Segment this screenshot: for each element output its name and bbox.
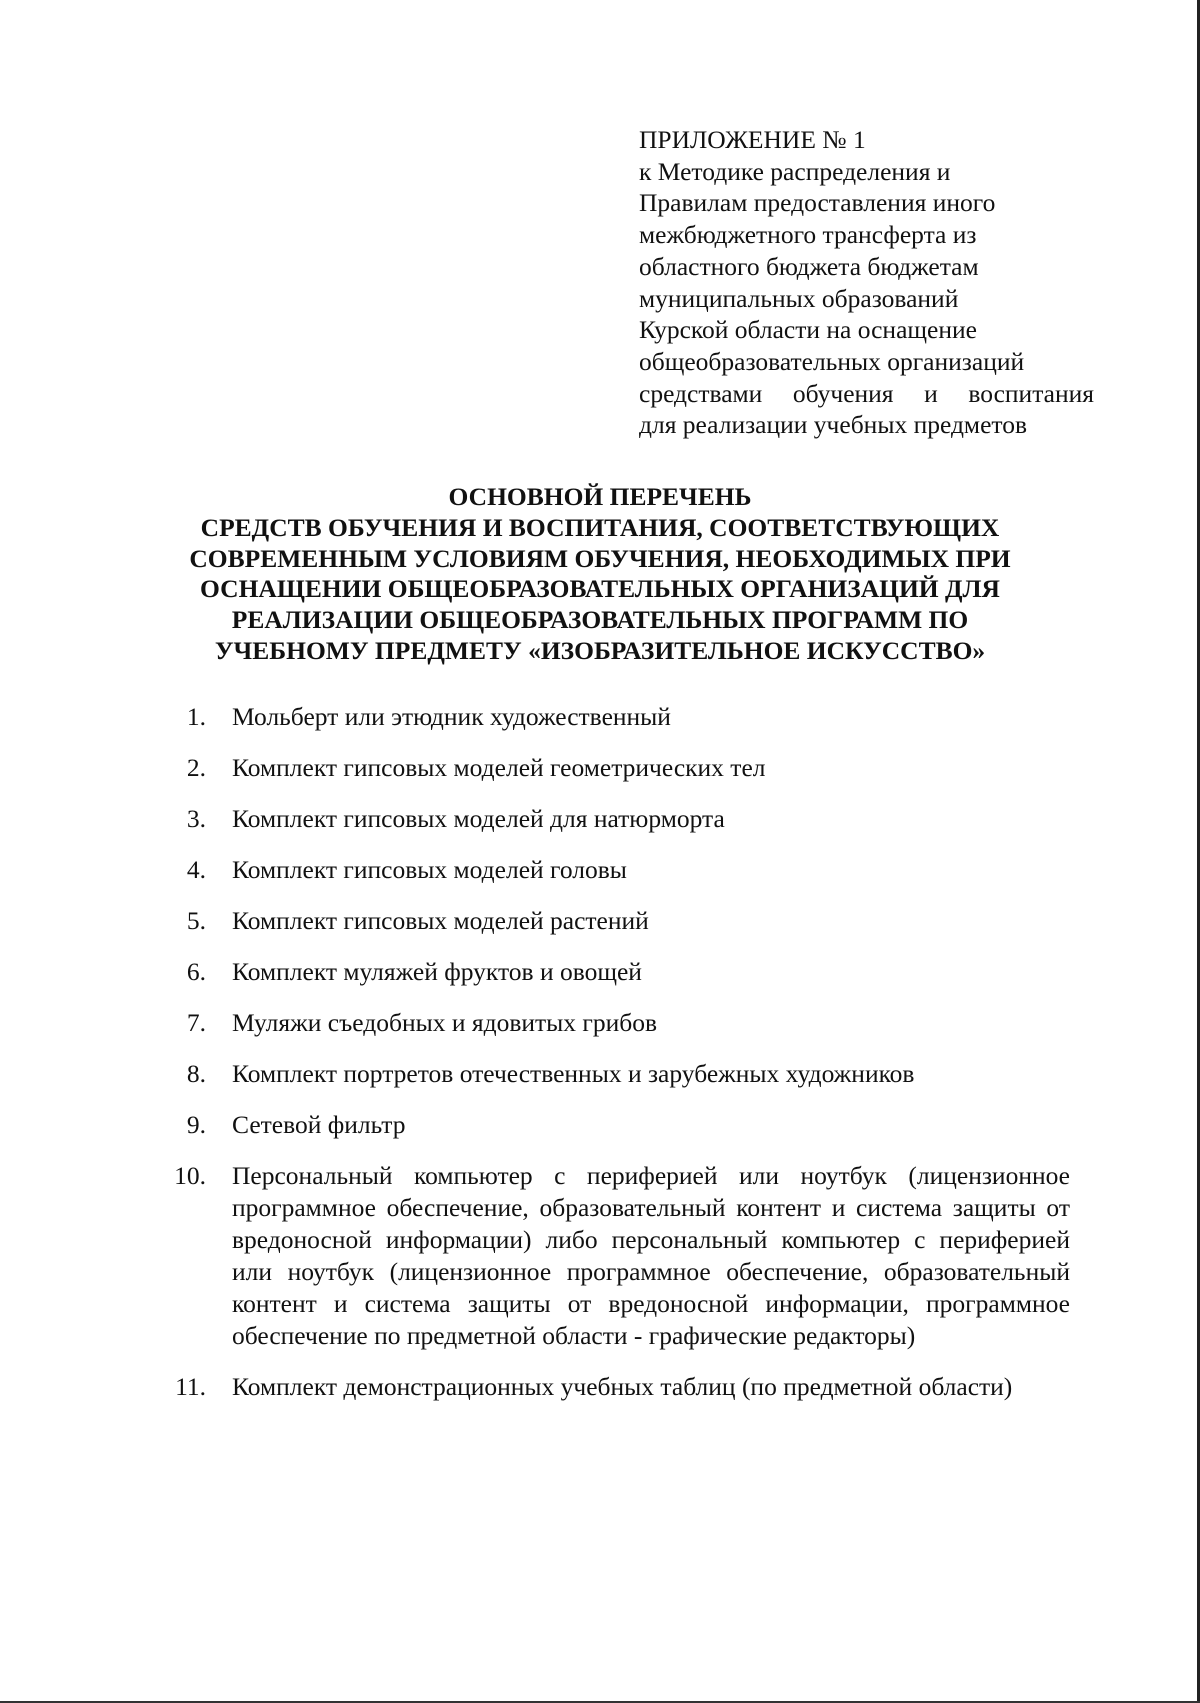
appendix-line: Курской области на оснащение	[639, 315, 977, 345]
list-item	[170, 1160, 1070, 1352]
item-number: 8.	[186, 1059, 206, 1088]
title-line: ОСНАЩЕНИИ ОБЩЕОБРАЗОВАТЕЛЬНЫХ ОРГАНИЗАЦИЙ ДЛЯ	[200, 574, 1000, 604]
item-text	[232, 803, 1070, 835]
list-item	[170, 803, 1070, 835]
list-item	[170, 1007, 1070, 1039]
item-text	[232, 752, 1070, 784]
appendix-line: общеобразовательных организаций	[639, 346, 1025, 376]
document-title	[150, 482, 1050, 667]
item-text	[232, 956, 1070, 988]
appendix-line: к Методике распределения и	[639, 156, 951, 186]
item-text-line: Комплект гипсовых моделей головы	[232, 855, 627, 884]
item-text-line: контент и система защиты от вредоносной информации, программное	[232, 1289, 1070, 1318]
item-text-line: Мольберт или этюдник художественный	[232, 702, 671, 731]
list-item	[170, 854, 1070, 886]
appendix-line: Правилам предоставления иного	[639, 188, 996, 218]
item-number: 11.	[175, 1372, 206, 1401]
item-text-line: Комплект гипсовых моделей геометрических тел	[232, 753, 766, 782]
item-text	[232, 1371, 1070, 1403]
item-text-line: Комплект муляжей фруктов и овощей	[232, 957, 642, 986]
item-text-line: или ноутбук (лицензионное программное обеспечение, образовательный	[232, 1257, 1070, 1286]
item-text-line: Комплект портретов отечественных и зарубежных художников	[232, 1059, 915, 1088]
item-text	[232, 1058, 1070, 1090]
item-text	[232, 701, 1070, 733]
item-number: 3.	[186, 804, 206, 833]
list-item	[170, 1058, 1070, 1090]
list-item	[170, 752, 1070, 784]
list-item	[170, 956, 1070, 988]
appendix-line: межбюджетного трансферта из	[639, 220, 977, 250]
title-line: СРЕДСТВ ОБУЧЕНИЯ И ВОСПИТАНИЯ, СООТВЕТСТВУЮЩИХ	[200, 512, 1000, 542]
item-text-line: Персональный компьютер с периферией или ноутбук (лицензионное	[232, 1161, 1070, 1190]
item-number: 9.	[186, 1110, 206, 1139]
item-number: 5.	[186, 906, 206, 935]
list-item	[170, 701, 1070, 733]
list-item	[170, 1109, 1070, 1141]
title-line: УЧЕБНОМУ ПРЕДМЕТУ «ИЗОБРАЗИТЕЛЬНОЕ ИСКУССТВО»	[214, 635, 986, 665]
item-text-line: Комплект демонстрационных учебных таблиц (по предметной области)	[232, 1372, 1013, 1401]
title-line: РЕАЛИЗАЦИИ ОБЩЕОБРАЗОВАТЕЛЬНЫХ ПРОГРАММ ПО	[231, 605, 969, 635]
item-number: 6.	[186, 957, 206, 986]
item-number: 4.	[186, 855, 206, 884]
appendix-line: для реализации учебных предметов	[639, 410, 1027, 440]
equipment-list	[170, 701, 1070, 1422]
item-text	[232, 905, 1070, 937]
title-line: ОСНОВНОЙ ПЕРЕЧЕНЬ	[448, 482, 752, 511]
title-line: СОВРЕМЕННЫМ УСЛОВИЯМ ОБУЧЕНИЯ, НЕОБХОДИМЫХ ПРИ	[189, 543, 1011, 573]
item-text	[232, 1007, 1070, 1039]
item-number: 2.	[186, 753, 206, 782]
item-text-line: программное обеспечение, образовательный контент и система защиты от	[232, 1193, 1070, 1222]
list-item	[170, 905, 1070, 937]
item-text-line: вредоносной информации) либо персональный компьютер с периферией	[232, 1225, 1070, 1254]
item-number: 7.	[186, 1008, 206, 1037]
item-text-line: Муляжи съедобных и ядовитых грибов	[232, 1008, 658, 1037]
item-text-line: Сетевой фильтр	[232, 1110, 406, 1139]
item-text	[232, 1160, 1070, 1352]
item-number: 10.	[174, 1161, 206, 1190]
appendix-line: областного бюджета бюджетам	[639, 251, 979, 281]
appendix-number: ПРИЛОЖЕНИЕ № 1	[639, 125, 866, 154]
item-text-line: обеспечение по предметной области - графические редакторы)	[232, 1321, 916, 1350]
item-number: 1.	[186, 702, 206, 731]
appendix-header	[639, 124, 1094, 441]
item-text-line: Комплект гипсовых моделей для натюрморта	[232, 804, 725, 833]
list-item	[170, 1371, 1070, 1403]
appendix-line: средствами обучения и воспитания	[639, 378, 1094, 408]
item-text	[232, 854, 1070, 886]
item-text	[232, 1109, 1070, 1141]
item-text-line: Комплект гипсовых моделей растений	[232, 906, 649, 935]
appendix-line: муниципальных образований	[639, 283, 959, 313]
